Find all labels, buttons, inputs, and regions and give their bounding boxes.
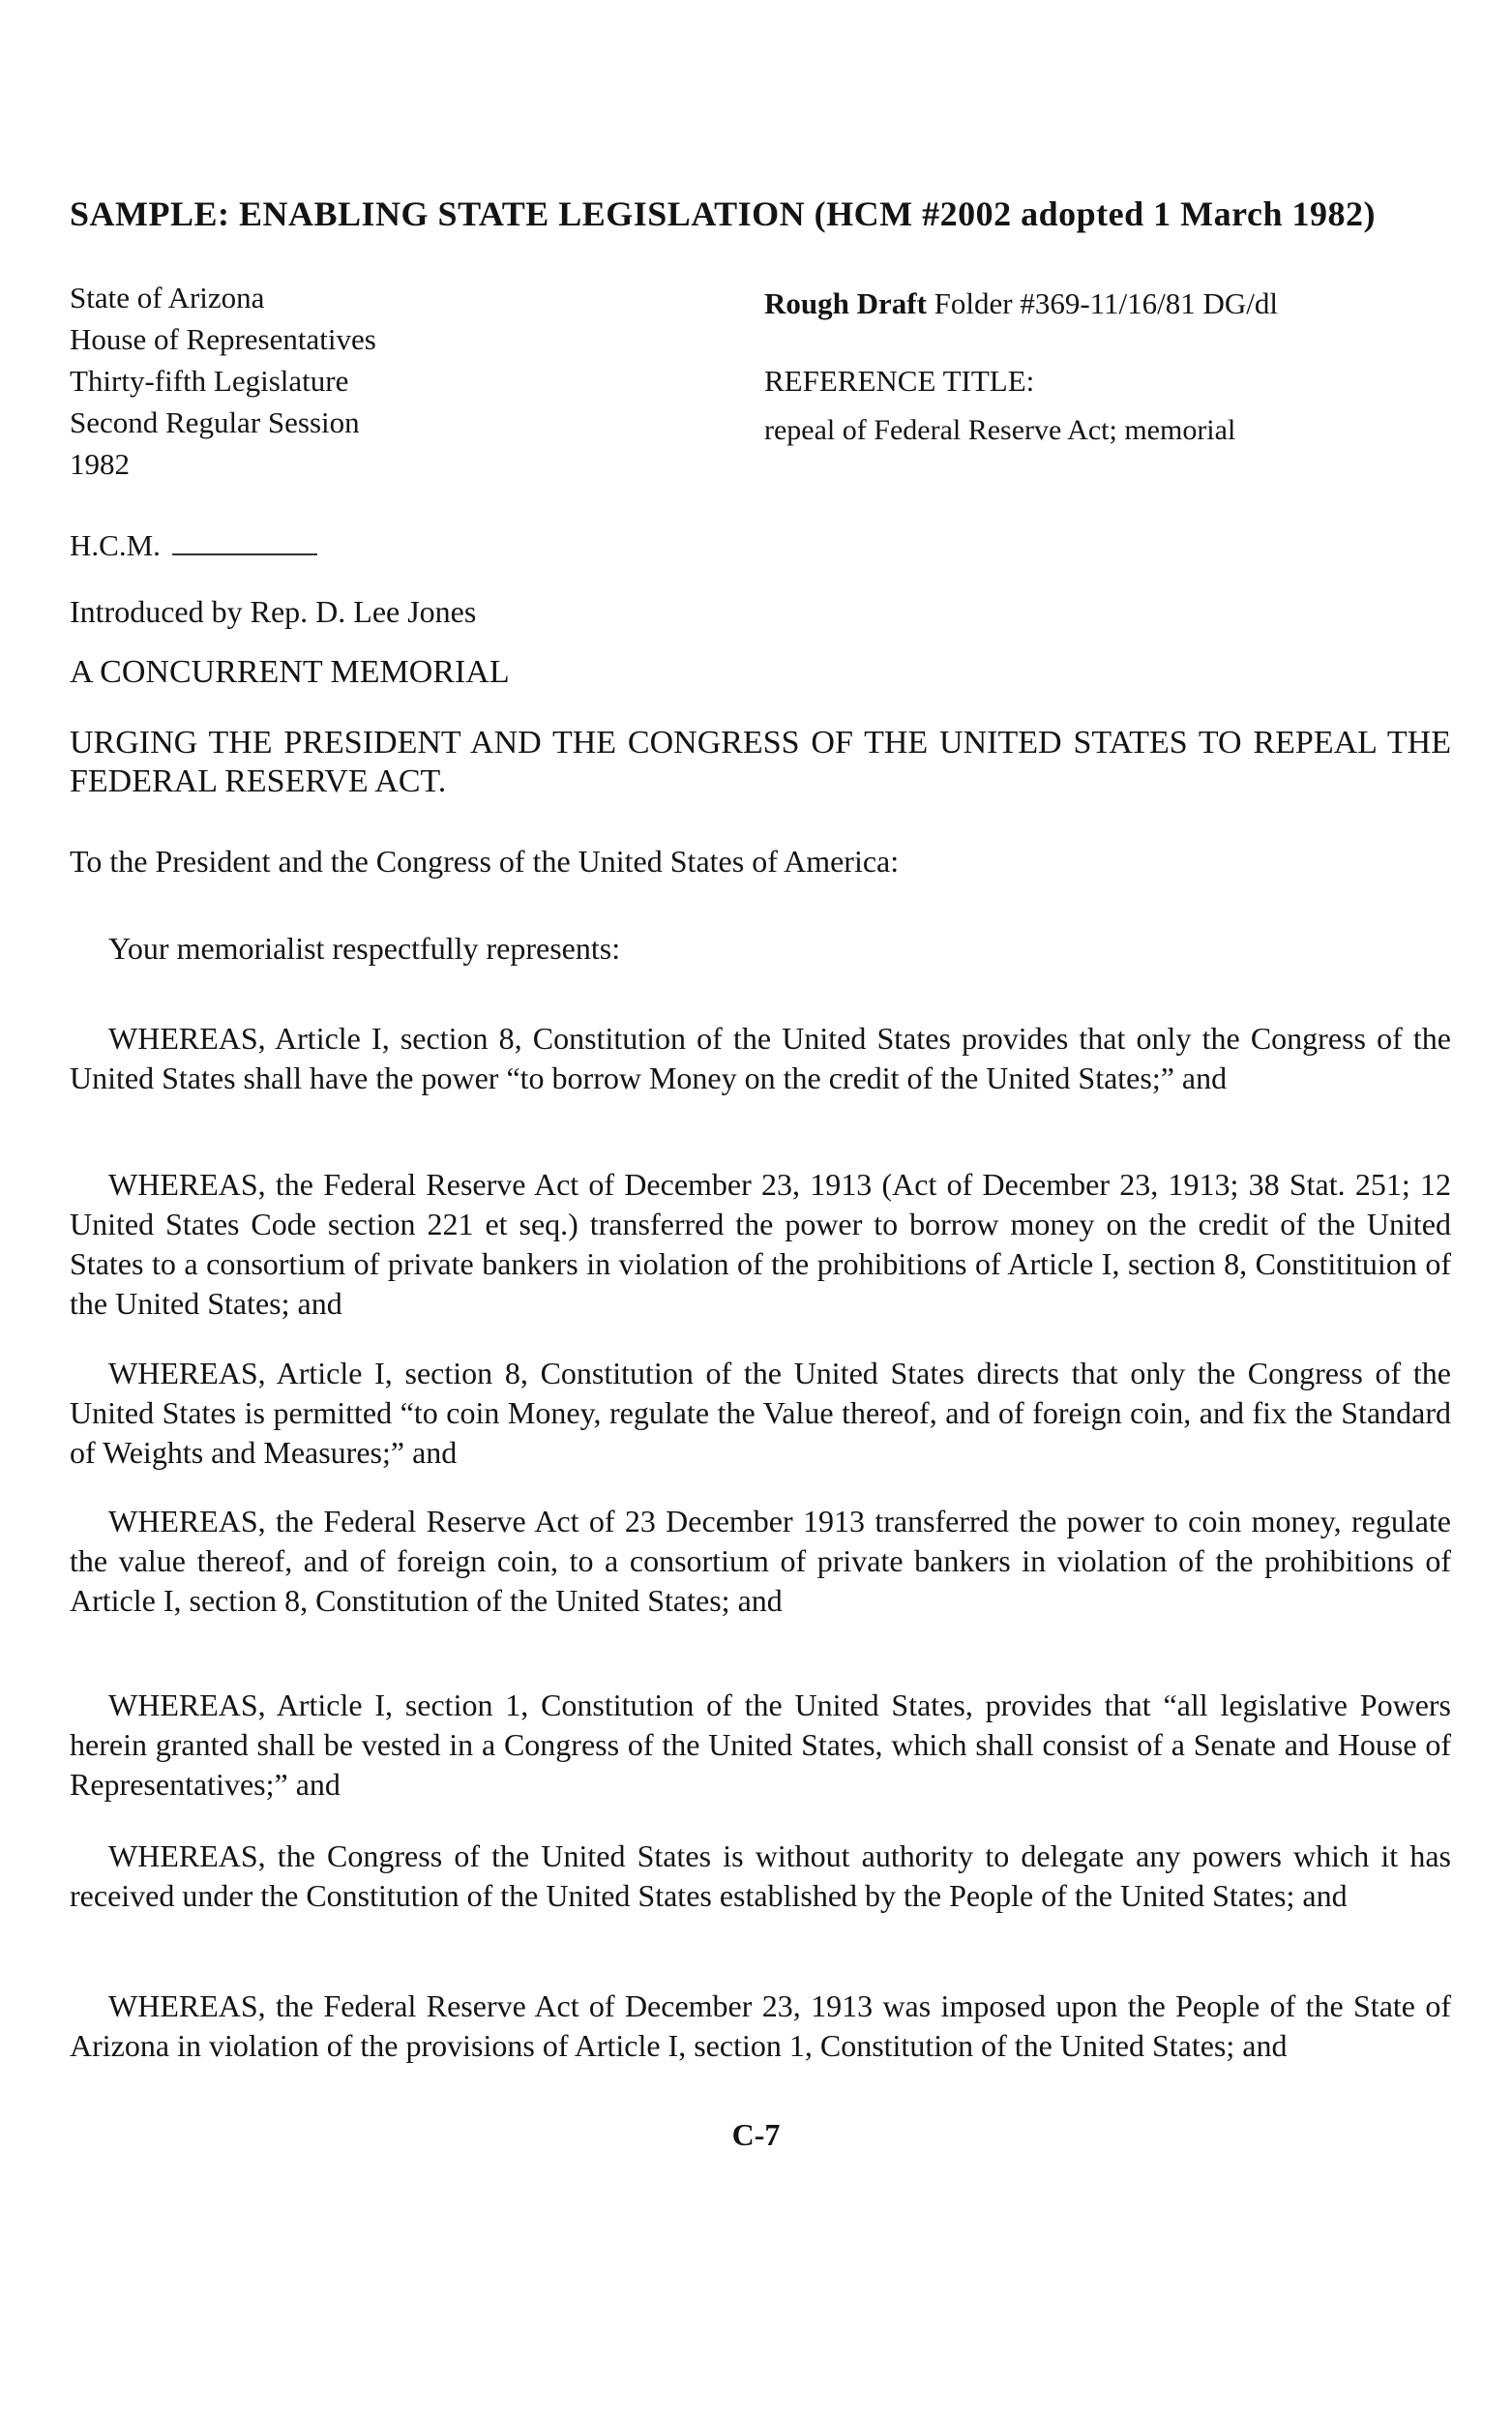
jurisdiction-block: [70, 277, 376, 485]
whereas-clause: WHEREAS, Article I, section 8, Constitution of the United States directs that only the Congress of the United States is permitted “to coin Money, regulate the Value thereof, and of foreign coin, and fix the Standard of Weights and Measures;” and: [70, 1356, 1451, 1470]
opening-statement: Your memorialist respectfully represents:: [108, 931, 621, 966]
page-number: C-7: [731, 2117, 781, 2152]
whereas-clause: WHEREAS, Article I, section 1, Constitution of the United States, provides that “all legislative Powers herein granted shall be vested in a Congress of the United States, which shall consist of a Senate and House of Representatives;” and: [70, 1687, 1451, 1802]
draft-label: Rough Draft: [764, 286, 927, 320]
bill-purpose: URGING THE PRESIDENT AND THE CONGRESS OF THE UNITED STATES TO REPEAL THE FEDERAL RESERVE ACT.: [70, 725, 1451, 799]
reference-title-label: REFERENCE TITLE:: [764, 364, 1035, 398]
bill-number-blank-line: [172, 530, 317, 555]
reference-title-text: repeal of Federal Reserve Act; memorial: [764, 414, 1236, 446]
jurisdiction-chamber: House of Representatives: [70, 322, 376, 356]
jurisdiction-year: 1982: [70, 447, 130, 481]
jurisdiction-legislature: Thirty-fifth Legislature: [70, 364, 349, 398]
jurisdiction-session: Second Regular Session: [70, 405, 360, 439]
whereas-clause: WHEREAS, the Federal Reserve Act of December 23, 1913 (Act of December 23, 1913; 38 Stat. 251; 12 United States Code section 221 et seq.) transferred the power to borrow money on the credit of the United States to a consortium of private bankers in violation of the prohibitions of Article I, section 8, Constitituion of the United States; and: [70, 1167, 1451, 1321]
introduced-by: Introduced by Rep. D. Lee Jones: [70, 594, 477, 629]
bill-type: A CONCURRENT MEMORIAL: [70, 654, 510, 690]
salutation: To the President and the Congress of the United States of America:: [70, 844, 900, 879]
whereas-clause: WHEREAS, Article I, section 8, Constitution of the United States provides that only the Congress of the United States shall have the power “to borrow Money on the credit of the United States;” and: [70, 1021, 1451, 1095]
whereas-clause: WHEREAS, the Federal Reserve Act of December 23, 1913 was imposed upon the People of the State of Arizona in violation of the provisions of Article I, section 1, Constitution of the United States; and: [70, 1988, 1451, 2063]
jurisdiction-state: State of Arizona: [70, 281, 265, 314]
bill-number-label: H.C.M.: [70, 528, 161, 562]
whereas-clause: WHEREAS, the Congress of the United States is without authority to delegate any powers which it has received under the Constitution of the United States established by the People of the United States; and: [70, 1838, 1451, 1913]
draft-info: [764, 283, 1278, 324]
whereas-clause: WHEREAS, the Federal Reserve Act of 23 December 1913 transferred the power to coin money, regulate the value thereof, and of foreign coin, to a consortium of private bankers in violation of the prohibitions of Article I, section 8, Constitution of the United States; and: [70, 1504, 1451, 1618]
document-title: SAMPLE: ENABLING STATE LEGISLATION (HCM #2002 adopted 1 March 1982): [70, 194, 1376, 233]
bill-number: [70, 528, 317, 563]
draft-folder: Folder #369-11/16/81 DG/dl: [934, 286, 1279, 320]
